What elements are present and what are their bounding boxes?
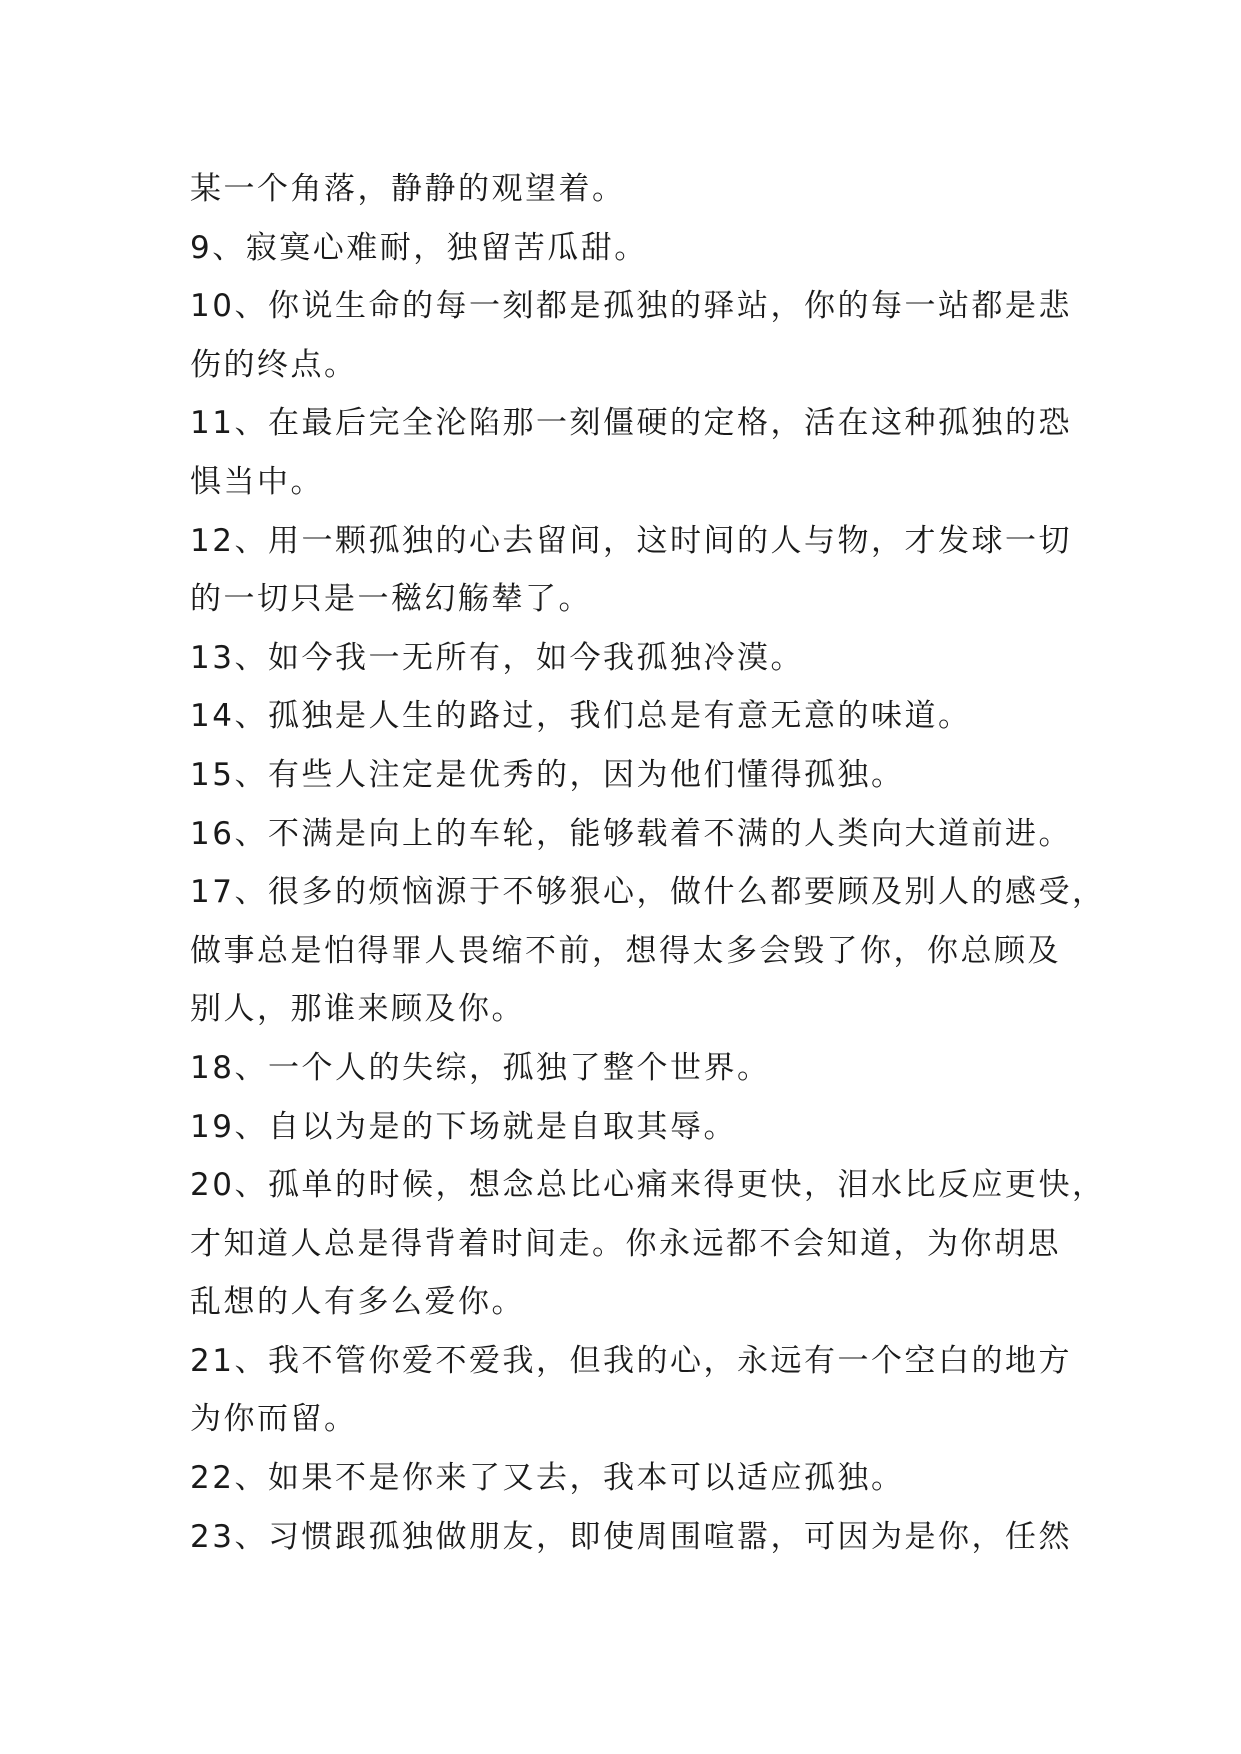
text-line: 21、我不管你爱不爱我，但我的心，永远有一个空白的地方 [190, 1342, 1072, 1379]
text-line: 16、不满是向上的车轮，能够载着不满的人类向大道前进。 [190, 815, 1072, 852]
text-line: 乱想的人有多么爱你。 [190, 1284, 525, 1321]
text-line: 14、孤独是人生的路过，我们总是有意无意的味道。 [190, 698, 972, 735]
text-line: 17、很多的烦恼源于不够狠心，做什么都要顾及别人的感受， [190, 874, 1106, 911]
text-line: 10、你说生命的每一刻都是孤独的驿站，你的每一站都是悲 [190, 288, 1072, 325]
text-line: 18、一个人的失综，孤独了整个世界。 [190, 1049, 771, 1086]
text-line: 的一切只是一稵幻觞辇了。 [190, 581, 592, 618]
text-line: 20、孤单的时候，想念总比心痛来得更快，泪水比反应更快， [190, 1167, 1106, 1204]
text-line: 13、如今我一无所有，如今我孤独冷漠。 [190, 639, 804, 676]
text-line: 伤的终点。 [190, 346, 358, 383]
text-line: 9、寂寞心难耐，独留苦瓜甜。 [190, 229, 648, 266]
text-line: 22、如果不是你来了又去，我本可以适应孤独。 [190, 1460, 905, 1497]
text-line: 19、自以为是的下场就是自取其辱。 [190, 1108, 737, 1145]
text-line: 做事总是怕得罪人畏缩不前，想得太多会毁了你，你总顾及 [190, 932, 1061, 969]
text-line: 某一个角落，静静的观望着。 [190, 171, 626, 207]
text-line: 11、在最后完全沦陷那一刻僵硬的定格，活在这种孤独的恐 [190, 405, 1072, 442]
text-line: 才知道人总是得背着时间走。你永远都不会知道，为你胡思 [190, 1225, 1061, 1262]
text-line: 别人，那谁来顾及你。 [190, 991, 525, 1028]
text-line: 惧当中。 [190, 463, 324, 500]
text-line: 12、用一颗孤独的心去留间，这时间的人与物，才发球一切 [190, 522, 1072, 559]
text-line: 23、习惯跟孤独做朋友，即使周围喧嚣，可因为是你，任然 [190, 1518, 1072, 1555]
text-line: 为你而留。 [190, 1401, 358, 1438]
document-body [190, 160, 1106, 1566]
text-line: 15、有些人注定是优秀的，因为他们懂得孤独。 [190, 756, 905, 793]
